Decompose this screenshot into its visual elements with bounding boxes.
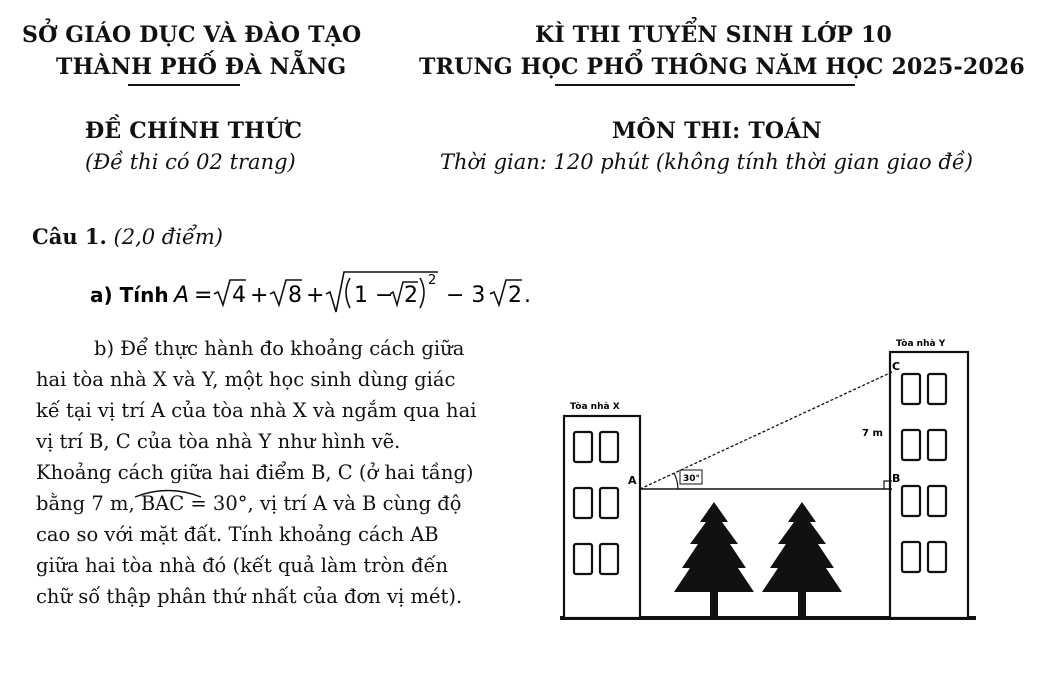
point-c-label: C xyxy=(892,360,901,373)
sqrt-8-value: 8 xyxy=(288,283,302,308)
equals-sign: = xyxy=(194,283,213,308)
minus-three: − 3 xyxy=(446,283,486,308)
tree-icon xyxy=(762,502,842,618)
inner-term: 1 − xyxy=(354,283,394,308)
part-b-line: giữa hai tòa nhà đó (kết quả làm tròn đến xyxy=(36,554,449,577)
header-left-underline xyxy=(128,84,240,86)
part-b-line: Khoảng cách giữa hai điểm B, C (ở hai tầng) xyxy=(36,461,474,484)
question-label: Câu 1. xyxy=(32,224,107,249)
part-b-line: hai tòa nhà X và Y, một học sinh dùng giác xyxy=(36,368,456,391)
building-y-label: Tòa nhà Y xyxy=(896,339,946,349)
part-b-line: b) Để thực hành đo khoảng cách giữa xyxy=(94,337,465,360)
point-a-label: A xyxy=(628,474,637,487)
paren-right xyxy=(420,278,424,308)
part-b-line: vị trí B, C của tòa nhà Y như hình vẽ. xyxy=(36,430,401,453)
var-a: A xyxy=(174,283,190,308)
formula-period: . xyxy=(524,283,531,308)
exam-subtitle: TRUNG HỌC PHỔ THÔNG NĂM HỌC 2025-2026 xyxy=(419,54,1025,80)
inner-sqrt-2: 2 xyxy=(404,283,418,308)
pages-note: (Đề thi có 02 trang) xyxy=(85,150,296,174)
distance-bc-label: 7 m xyxy=(862,428,883,439)
angle-label: 30° xyxy=(683,474,701,484)
part-b-line xyxy=(36,488,551,519)
buildings-figure xyxy=(558,330,978,630)
part-b-line: chữ số thập phân thứ nhất của đơn vị mét). xyxy=(36,585,463,608)
part-b-text xyxy=(36,333,551,612)
plus-sign-2: + xyxy=(306,283,325,308)
plus-sign-1: + xyxy=(250,283,269,308)
question-1-heading xyxy=(32,224,223,249)
sqrt-2-value: 2 xyxy=(508,283,522,308)
sqrt-4-value: 4 xyxy=(232,283,246,308)
part-b-line: cao so với mặt đất. Tính khoảng cách AB xyxy=(36,523,439,546)
tree-icon xyxy=(674,502,754,618)
exam-title: KÌ THI TUYỂN SINH LỚP 10 xyxy=(535,22,892,48)
line-ac xyxy=(640,372,892,489)
part-b-line-text: bằng 7 m, BAC = 30°, vị trí A và B cùng độ xyxy=(36,492,462,515)
part-a-prefix: a) Tính xyxy=(90,283,169,307)
paren-left xyxy=(346,278,350,308)
part-a-formula xyxy=(90,270,570,316)
point-b-label: B xyxy=(892,472,901,485)
angle-hat-icon xyxy=(133,486,203,498)
formula-svg xyxy=(90,270,570,316)
time-note: Thời gian: 120 phút (không tính thời gian giao đề) xyxy=(440,150,973,174)
building-x-label: Tòa nhà X xyxy=(570,402,620,412)
department-name: SỞ GIÁO DỤC VÀ ĐÀO TẠO xyxy=(22,22,362,48)
part-b-line: kế tại vị trí A của tòa nhà X và ngắm qua hai xyxy=(36,399,477,422)
official-label: ĐỀ CHÍNH THỨC xyxy=(85,118,303,144)
exponent: 2 xyxy=(428,273,437,288)
angle-arc xyxy=(674,473,678,489)
city-name: THÀNH PHỐ ĐÀ NẴNG xyxy=(56,54,347,80)
header-right-underline xyxy=(555,84,855,86)
question-points: (2,0 điểm) xyxy=(113,225,223,249)
subject-label: MÔN THI: TOÁN xyxy=(612,118,822,144)
figure-svg xyxy=(558,330,978,630)
